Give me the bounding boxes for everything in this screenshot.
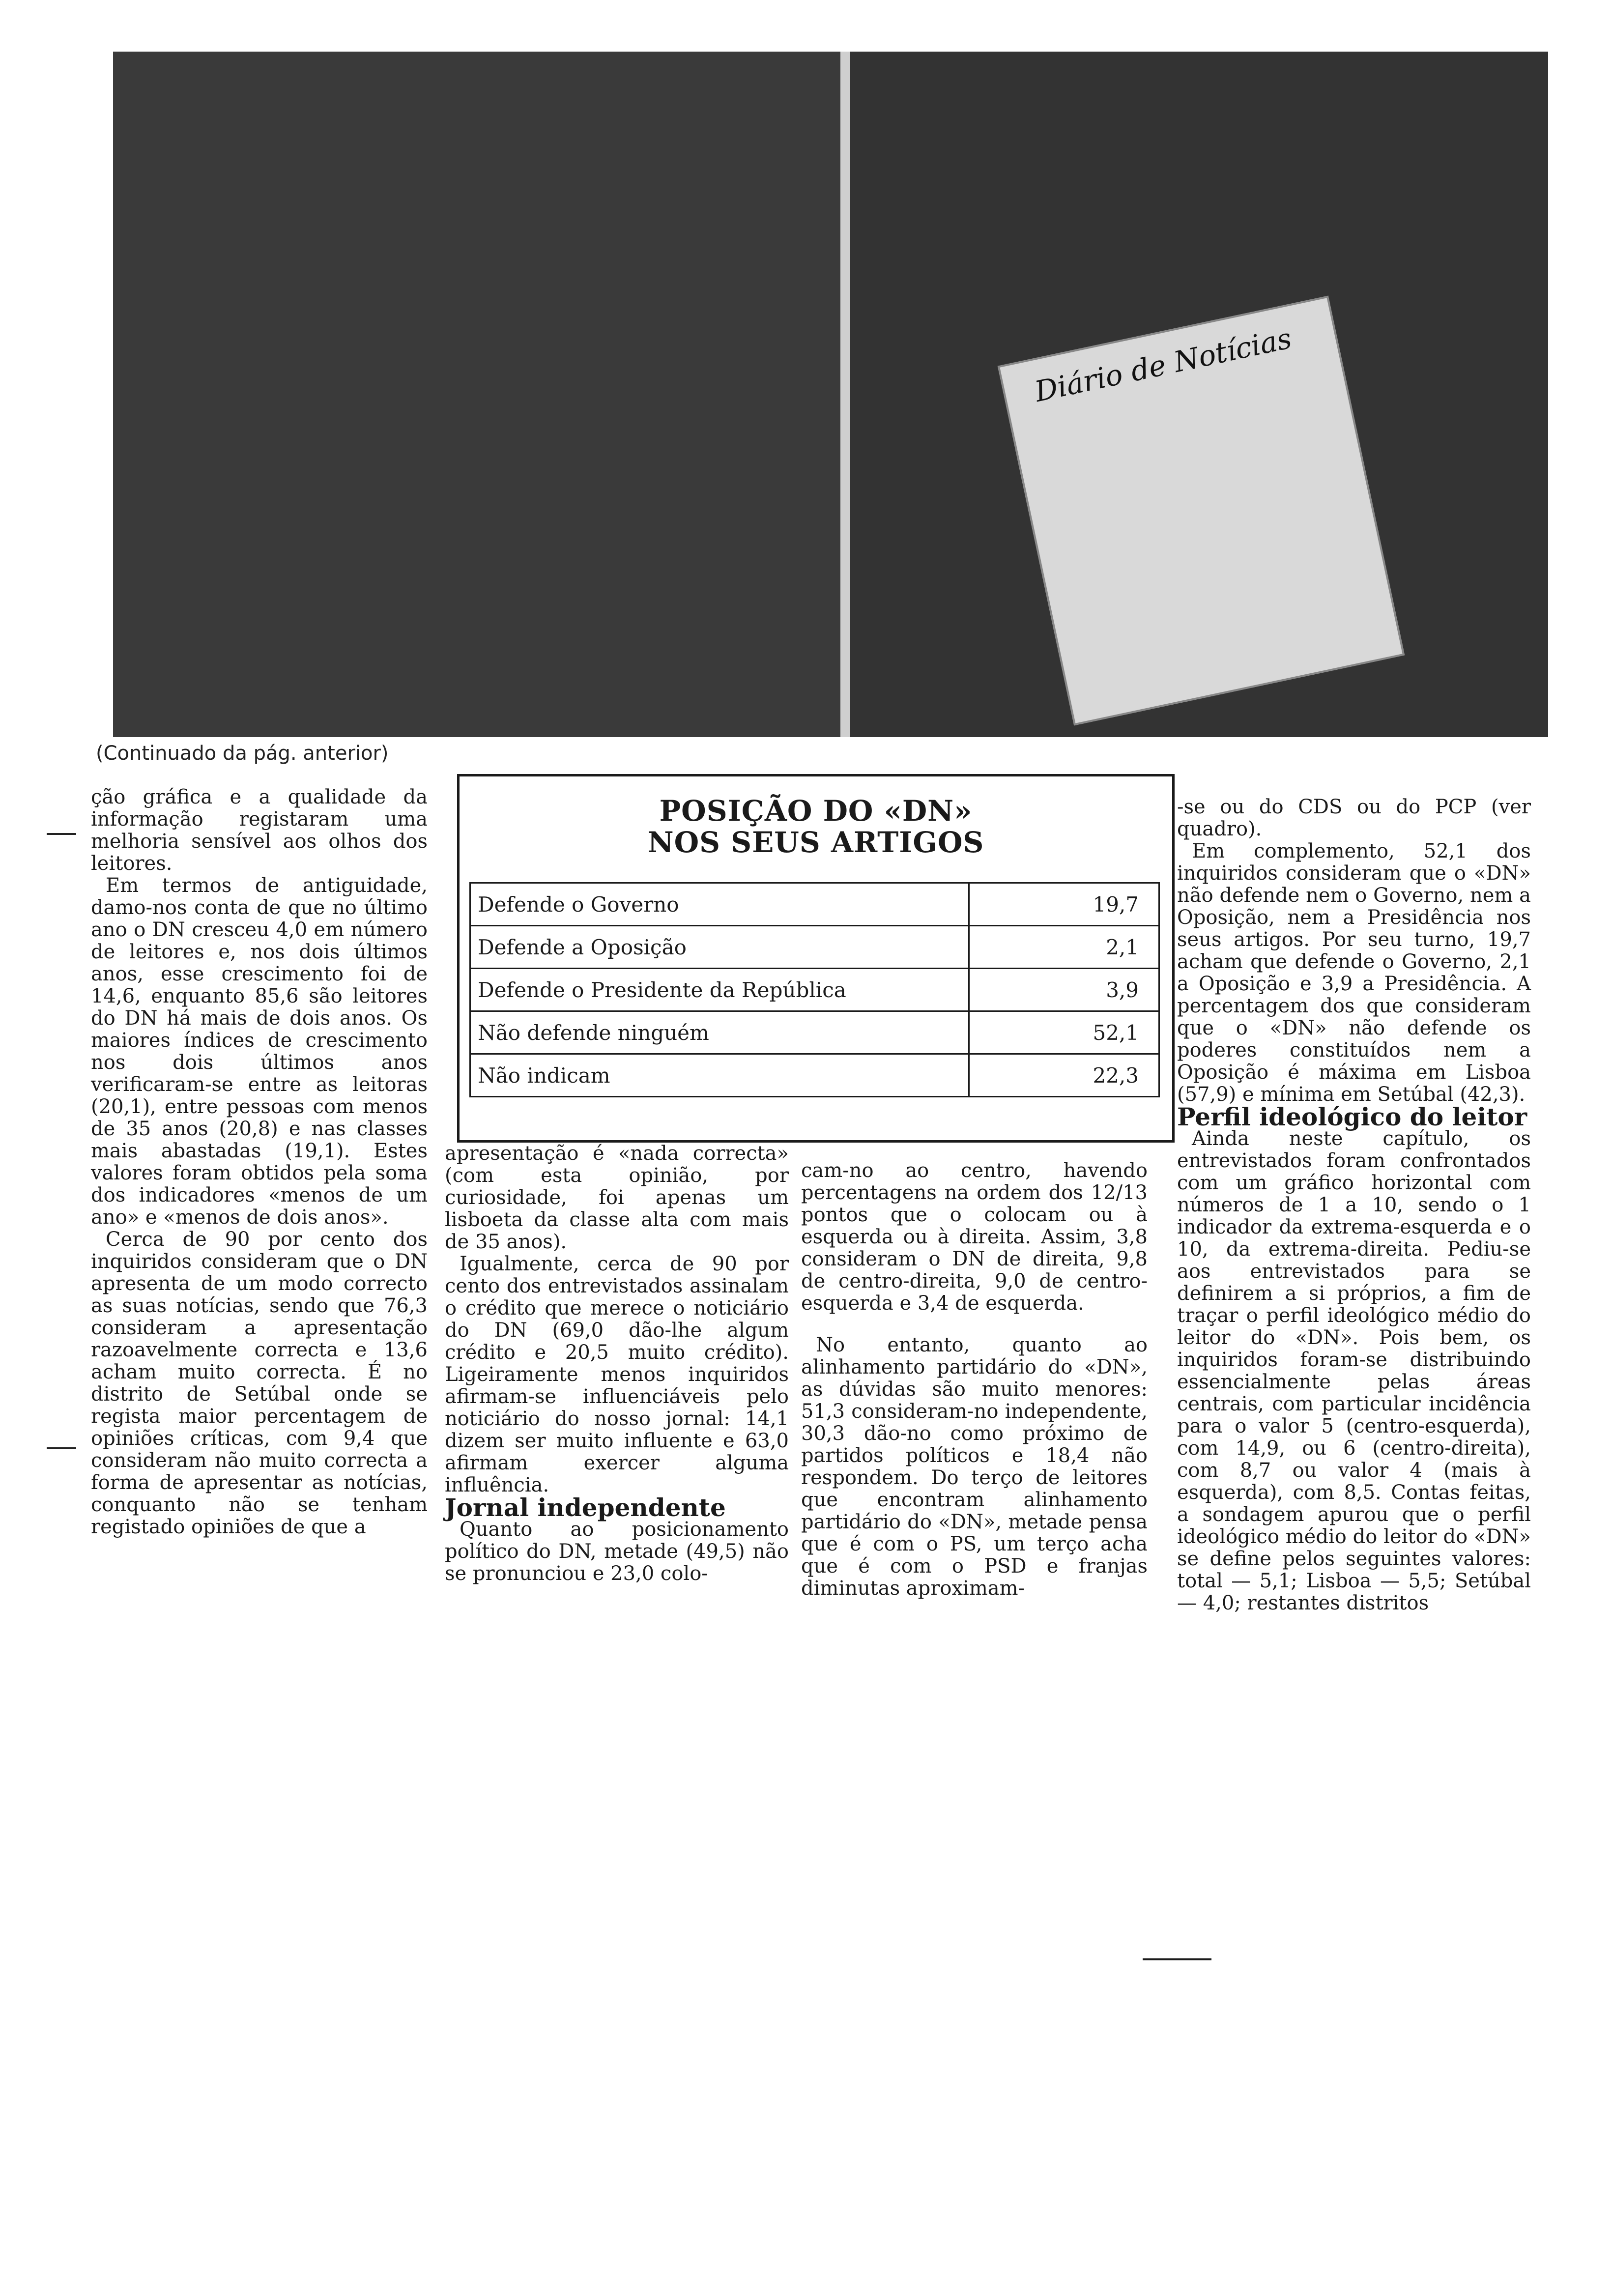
table-row (470, 1011, 1159, 1054)
photo-divider (840, 52, 850, 737)
row-label: Defende o Governo (470, 883, 969, 926)
table-row (470, 883, 1159, 926)
row-label: Defende a Oposição (470, 926, 969, 969)
subhead-jornal-independente: Jornal independente (445, 1493, 726, 1522)
paragraph: Igualmente, cerca de 90 por cento dos entrevistados assinalam o crédito que merece o noticiário do DN (69,0 dão-lhe algum crédito e 20,5 muito crédito). Ligeiramente menos inquiridos afirmam-se influenciáveis pelo noticiário do nosso jornal: 14,1 dizem ser muito influente e 63,0 afirmam exercer alguma influência. (445, 1253, 789, 1496)
paragraph: apresentação é «nada correcta» (com esta opinião, por curiosidade, foi apenas um lisboeta da classe alta com mais de 35 anos). (445, 1142, 789, 1253)
paragraph: ção gráfica e a qualidade da informação registaram uma melhoria sensível aos olhos dos leitores. (91, 786, 428, 875)
table-row (470, 1054, 1159, 1097)
article-column-3 (801, 1160, 1148, 1600)
paragraph: No entanto, quanto ao alinhamento partidário do «DN», as dúvidas são muito menores: 51,3 consideram-no independente, 30,3 dão-no como próximo de partidos políticos e 18,4 não respondem. Do terço de leitores que encontram alinhamento partidário do «DN», metade pensa que é com o PS, um terço acha que é com o PSD e franjas diminutas aproximam- (801, 1334, 1148, 1600)
position-table-box (457, 774, 1175, 1143)
paragraph: Em termos de antiguidade, damo-nos conta de que no último ano o DN cresceu 4,0 em número de leitores e, nos dois últimos anos, esse crescimento foi de 14,6, enquanto 85,6 são leitores do DN há mais de dois anos. Os maiores índices de crescimento nos dois últimos anos verificaram-se entre as leitoras (20,1), entre pessoas com menos de 35 anos (20,8) e nas classes mais abastadas (19,1). Estes valores foram obtidos pela soma dos indicadores «menos de um ano» e «menos de dois anos». (91, 874, 428, 1229)
row-value: 22,3 (969, 1054, 1159, 1097)
position-table (469, 882, 1160, 1097)
margin-mark (47, 1447, 76, 1449)
paragraph: Em complemento, 52,1 dos inquiridos consideram que o «DN» não defende nem o Governo, nem a Oposição, nem a Presidência nos seus artigos. Por seu turno, 19,7 acham que defende o Governo, 2,1 a Oposição e 3,9 a Presidência. A percentagem dos que consideram que o «DN» não defende os poderes constituídos nem a Oposição é máxima em Lisboa (57,9) e mínima em Setúbal (42,3). (1177, 840, 1531, 1106)
row-label: Não indicam (470, 1054, 969, 1097)
article-column-2 (445, 1143, 789, 1585)
row-value: 3,9 (969, 969, 1159, 1011)
subhead-perfil-ideologico: Perfil ideológico do leitor (1177, 1102, 1527, 1131)
article-column-4 (1177, 796, 1531, 1614)
photo-right-panel (850, 52, 1548, 737)
paragraph: cam-no ao centro, havendo percentagens na ordem dos 12/13 pontos que o colocam ou à esquerda ou à direita. Assim, 3,8 consideram o DN de direita, 9,8 de centro-direita, 9,0 de centro-esquerda e 3,4 de esquerda. (801, 1159, 1148, 1315)
article-photo (113, 52, 1548, 737)
article-column-1 (91, 786, 428, 1538)
row-label: Não defende ninguém (470, 1011, 969, 1054)
paragraph: Ainda neste capítulo, os entrevistados foram confrontados com um gráfico horizontal com números de 1 a 10, sendo o 1 indicador da extrema-esquerda e o 10, da extrema-direita. Pediu-se aos entrevistados para se definirem a si próprios, a fim de traçar o perfil ideológico médio do leitor do «DN». Pois bem, os inquiridos foram-se distribuindo essencialmente pelas áreas centrais, com particular incidência para o valor 5 (centro-esquerda), com 14,9, ou 6 (centro-direita), com 8,7 ou valor 4 (mais à esquerda), com 8,5. Contas feitas, a sondagem apurou que o perfil ideológico médio do leitor do «DN» se define pelos seguintes valores: total — 5,1; Lisboa — 5,5; Setúbal — 4,0; restantes distritos (1177, 1127, 1531, 1614)
margin-mark (47, 833, 76, 835)
continued-caption: (Continuado da pág. anterior) (96, 742, 389, 765)
table-row (470, 969, 1159, 1011)
row-label: Defende o Presidente da República (470, 969, 969, 1011)
paragraph: Cerca de 90 por cento dos inquiridos consideram que o DN apresenta de um modo correcto as suas notícias, sendo que 76,3 consideram a apresentação razoavelmente correcta e 13,6 acham muito correcta. É no distrito de Setúbal onde se regista maior percentagem de opiniões críticas, com 9,4 que consideram não muito correcta a forma de apresentar as notícias, conquanto não se tenham registado opiniões de que a (91, 1228, 428, 1538)
box-title-line-1: POSIÇÃO DO «DN» (659, 794, 973, 828)
row-value: 2,1 (969, 926, 1159, 969)
row-value: 19,7 (969, 883, 1159, 926)
paragraph: Quanto ao posicionamento político do DN, metade (49,5) não se pronunciou e 23,0 colo- (445, 1518, 789, 1585)
end-rule (1143, 1958, 1211, 1960)
box-title-line-2: NOS SEUS ARTIGOS (647, 826, 984, 859)
newspaper-held (998, 296, 1405, 726)
photo-left-panel (113, 52, 840, 737)
row-value: 52,1 (969, 1011, 1159, 1054)
paragraph: -se ou do CDS ou do PCP (ver quadro). (1177, 796, 1531, 840)
table-row (470, 926, 1159, 969)
box-title (460, 795, 1172, 858)
newspaper-masthead: Diário de Notícias (1032, 321, 1295, 409)
